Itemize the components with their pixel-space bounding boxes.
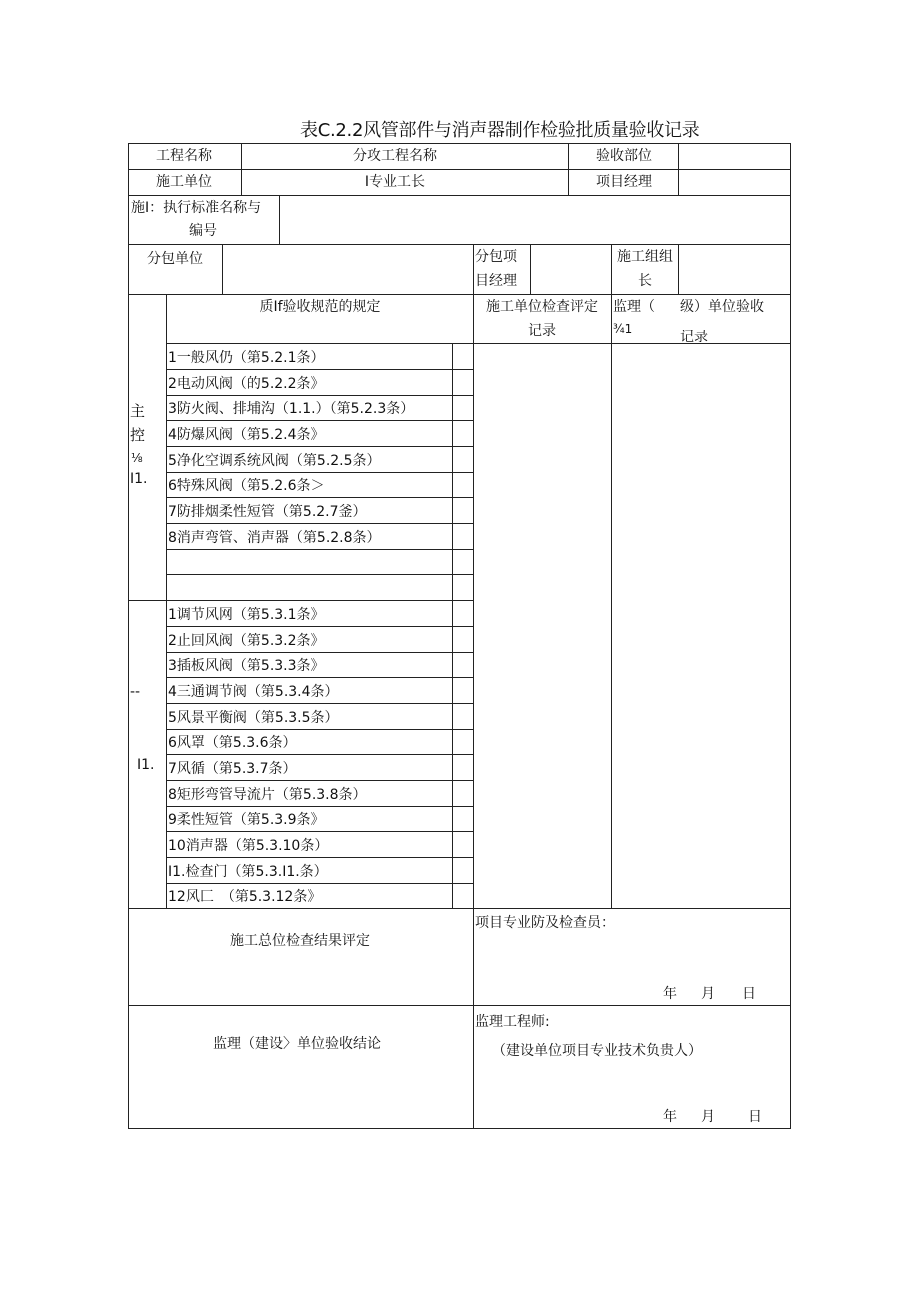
construction-date-year: 年: [663, 986, 677, 1002]
construction-record-header-line2: 记录: [528, 323, 556, 339]
standard-label-line2: 编号: [189, 223, 217, 239]
document-title: 表C.2.2风管部件与消声器制作检验批质量验收记录: [300, 120, 700, 141]
construction-date-day: 日: [742, 986, 756, 1002]
supervision-date-month: 月: [701, 1109, 715, 1125]
subcontract-pm-label-line2: 目经理: [475, 273, 517, 289]
supervision-header-c: ¾1: [613, 322, 633, 336]
general-label-2: I1.: [137, 757, 155, 773]
supervision-date-day: 日: [748, 1109, 762, 1125]
supervision-result-label: 监理（建设〉单位验收结论: [213, 1036, 381, 1052]
main-item-7: 7防排烟柔性短管（第5.2.7釜）: [168, 504, 367, 520]
supervision-header-a: 监理（: [613, 299, 655, 315]
main-control-label-3: ⅛: [131, 451, 143, 465]
general-item-3: 3插板风阀（第5.3.3条》: [168, 658, 325, 674]
inspector-label: 项目专业防及检查员：: [475, 915, 615, 931]
supervision-engineer-label: 监理工程师:: [475, 1014, 550, 1030]
main-item-1: 1一般风仍（第5.2.1条）: [168, 350, 325, 366]
supervision-date-year: 年: [663, 1109, 677, 1125]
general-item-9: 9柔性短管（第5.3.9条》: [168, 812, 325, 828]
standard-label: 施I：执行标准名称与: [131, 200, 262, 216]
general-item-10: 10消声器（第5.3.10条）: [168, 838, 329, 854]
general-item-2: 2止回风阀（第5.3.2条》: [168, 633, 325, 649]
general-item-4: 4三通调节阀（第5.3.4条）: [168, 684, 339, 700]
main-item-3: 3防火阀、排埔沟（1.1.）（第5.2.3条）: [168, 401, 415, 417]
supervision-header-b: 级）单位验收: [680, 299, 764, 315]
main-item-4: 4防爆风阀（第5.2.4条》: [168, 427, 325, 443]
project-manager-label: 项目经理: [596, 174, 652, 190]
construction-result-label: 施工总位检查结果评定: [230, 933, 370, 949]
general-item-5: 5风景平衡阀（第5.3.5条）: [168, 710, 339, 726]
main-item-6: 6特殊风阀（第5.2.6条＞: [168, 478, 325, 494]
construction-unit-label: 施工单位: [156, 174, 212, 190]
team-leader-label: 施工组组: [617, 249, 673, 265]
general-item-8: 8矩形弯管导流片（第5.3.8条）: [168, 787, 367, 803]
construction-unit-responsible-label: （建设单位项目专业技术负贵人）: [492, 1043, 702, 1059]
construction-date-month: 月: [701, 986, 715, 1002]
general-item-7: 7风循（第5.3.7条）: [168, 761, 297, 777]
main-control-label-2: 控: [130, 426, 146, 444]
main-control-label-1: 主: [130, 402, 146, 420]
main-control-label-4: I1.: [130, 471, 148, 487]
acceptance-part-label: 验收部位: [596, 148, 652, 164]
general-item-12: 12风匚 （第5.3.12条》: [168, 889, 322, 905]
project-name-label: 工程名称: [156, 148, 212, 164]
spec-column-header: 质If验收规范的规定: [259, 299, 381, 315]
supervision-header-d: 记录: [680, 330, 708, 342]
main-item-2: 2电动风阀（的5.2.2条》: [168, 376, 325, 392]
general-label-1: --: [130, 684, 141, 700]
subcontract-unit-label: 分包单位: [147, 251, 203, 267]
sub-project-label: 分攻工程名称: [353, 148, 437, 164]
construction-record-header: 施工单位检查评定: [486, 299, 598, 315]
main-item-5: 5净化空调系统风阀（第5.2.5条）: [168, 453, 381, 469]
general-item-6: 6风罩（第5.3.6条）: [168, 735, 297, 751]
general-item-1: 1调节风网（第5.3.1条》: [168, 607, 325, 623]
professional-foreman-label: I专业工长: [364, 174, 426, 190]
main-item-8: 8消声弯管、消声器（第5.2.8条）: [168, 530, 381, 546]
general-item-11: I1.检查门（第5.3.I1.条）: [168, 864, 328, 880]
subcontract-pm-label: 分包项: [475, 249, 517, 265]
team-leader-label-line2: 长: [638, 273, 652, 289]
